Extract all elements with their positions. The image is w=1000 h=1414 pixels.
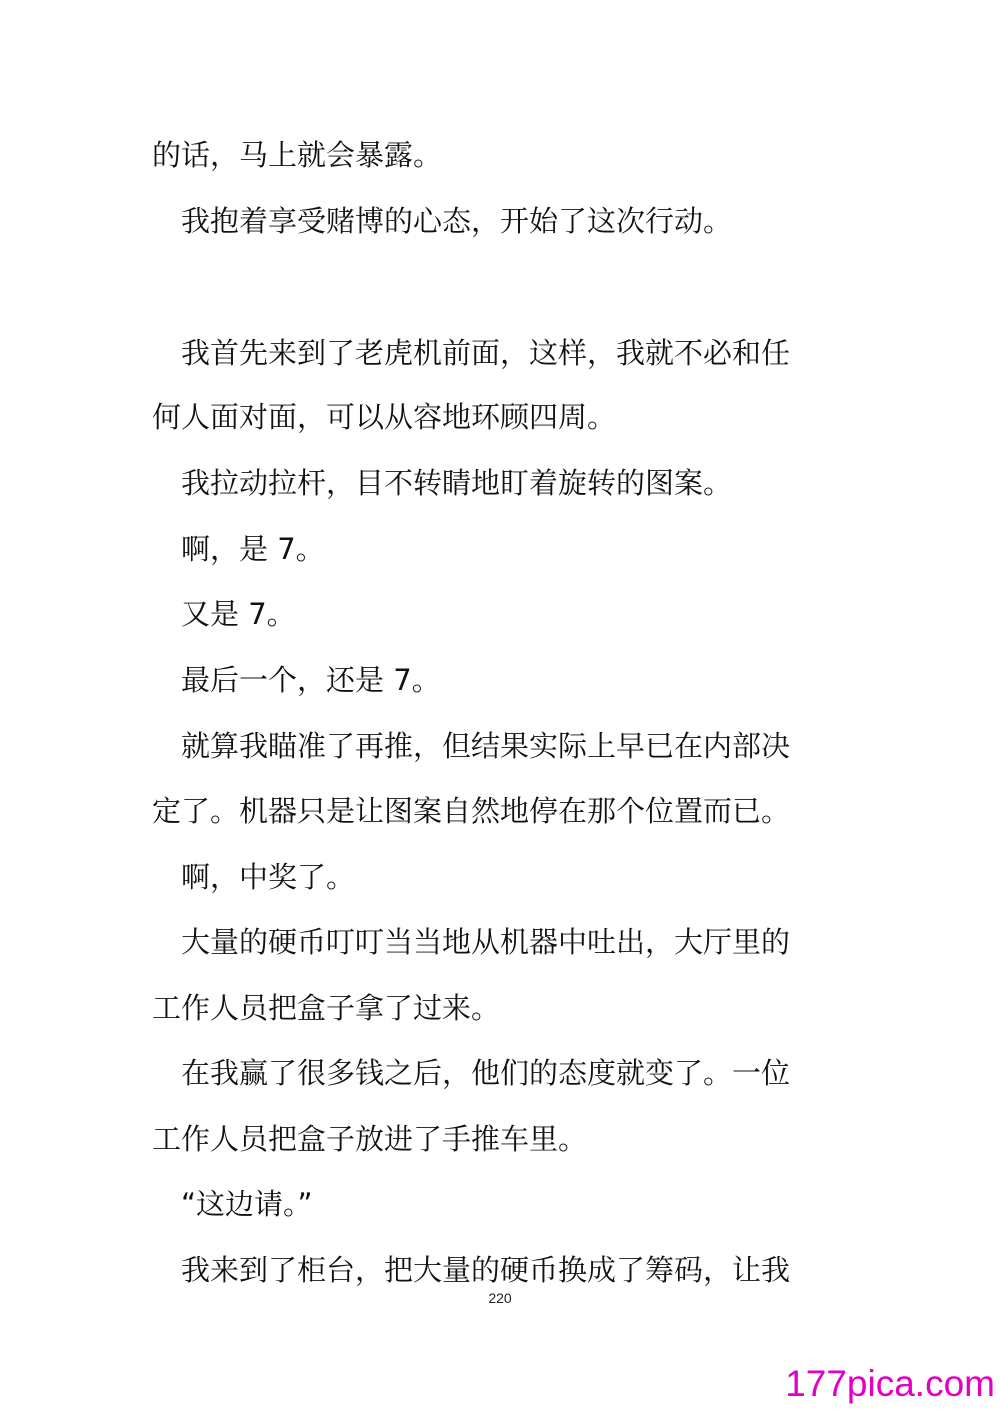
text-line-16: “这边请。” [152,1187,313,1221]
text-line-10: 定了。机器只是让图案自然地停在那个位置而已。 [152,794,791,828]
text-line-17: 我来到了柜台，把大量的硬币换成了筹码，让我 [152,1253,791,1287]
text-line-8: 最后一个，还是 7。 [152,663,441,697]
text-line-4: 何人面对面，可以从容地环顾四周。 [152,400,617,434]
text-line-14: 在我赢了很多钱之后，他们的态度就变了。一位 [152,1056,791,1090]
text-line-12: 大量的硬币叮叮当当地从机器中吐出，大厅里的 [152,925,791,959]
text-line-5: 我拉动拉杆，目不转睛地盯着旋转的图案。 [152,466,733,500]
text-line-1: 的话，马上就会暴露。 [152,138,443,172]
text-line-2: 我抱着享受赌博的心态，开始了这次行动。 [152,204,733,238]
text-line-11: 啊，中奖了。 [152,860,356,894]
page-number: 220 [488,1290,512,1306]
text-line-15: 工作人员把盒子放进了手推车里。 [152,1122,588,1156]
text-line-13: 工作人员把盒子拿了过来。 [152,991,501,1025]
text-line-7: 又是 7。 [152,597,296,631]
text-line-9: 就算我瞄准了再推，但结果实际上早已在内部决 [152,729,791,763]
text-line-6: 啊，是 7。 [152,532,325,566]
text-line-3: 我首先来到了老虎机前面，这样，我就不必和任 [152,336,791,370]
watermark-text: 177pica.com [785,1363,995,1404]
